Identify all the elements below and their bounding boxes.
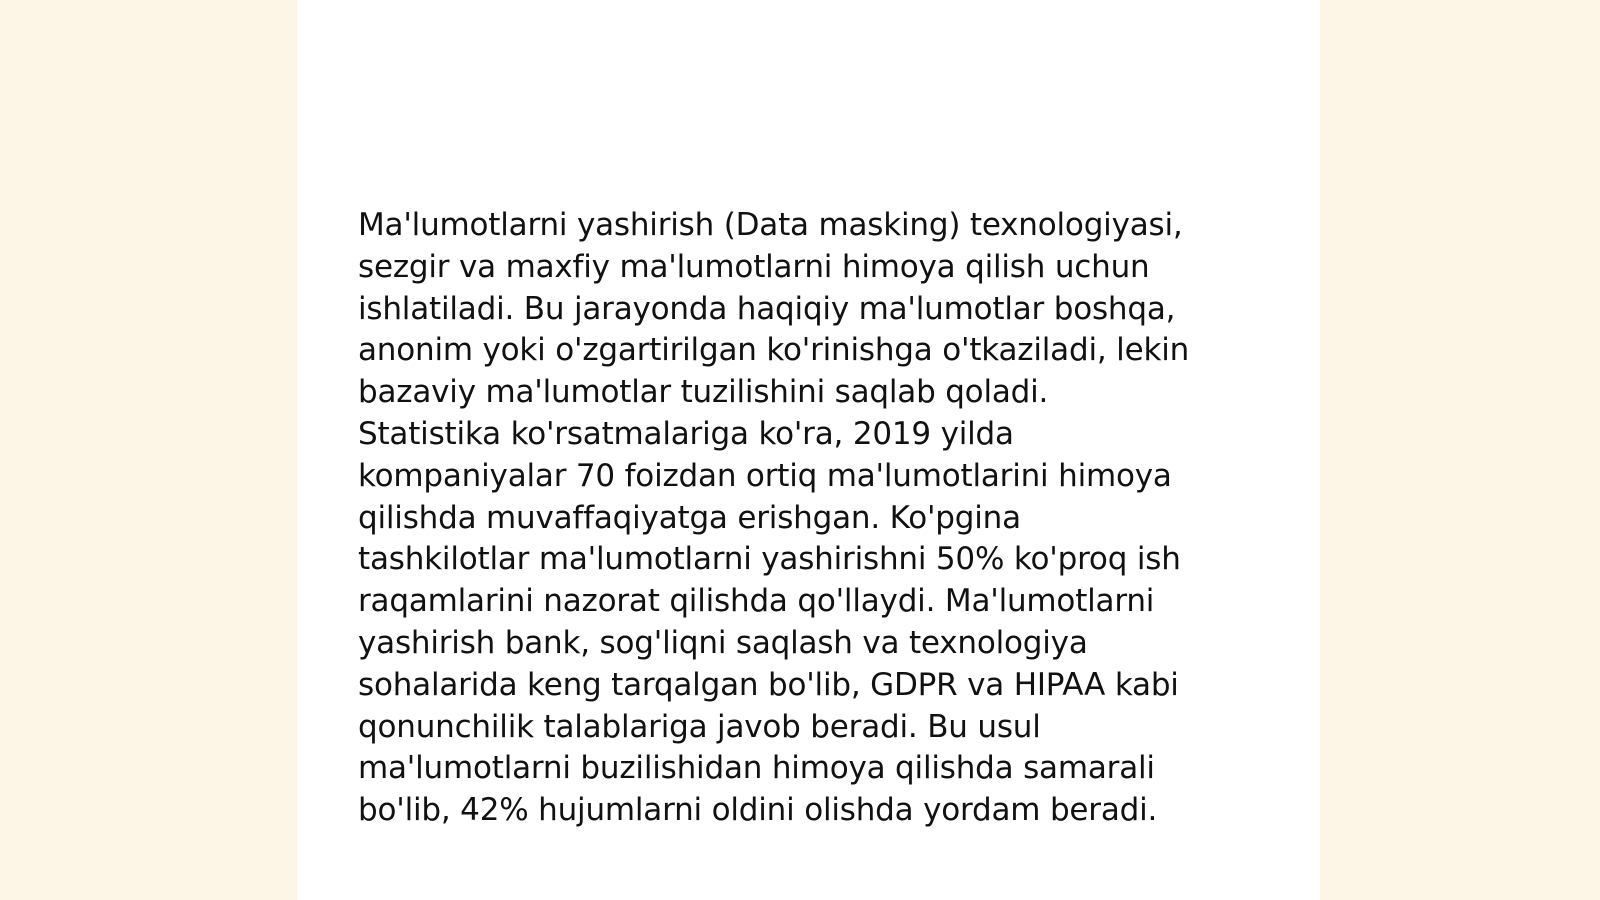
document-sheet	[297, 0, 1320, 900]
body-paragraph: Ma'lumotlarni yashirish (Data masking) texnologiyasi, sezgir va maxfiy ma'lumotlarni himoya qilish uchun ishlatiladi. Bu jarayonda haqiqiy ma'lumotlar boshqa, anonim yoki o'zgartirilgan ko'rinishga o'tkaziladi, lekin bazaviy ma'lumotlar tuzilishini saqlab qoladi. Statistika ko'rsatmalariga ko'ra, 2019 yilda kompaniyalar 70 foizdan ortiq ma'lumotlarini himoya qilishda muvaffaqiyatga erishgan. Ko'pgina tashkilotlar ma'lumotlarni yashirishni 50% ko'proq ish raqamlarini nazorat qilishda qo'llaydi. Ma'lumotlarni yashirish bank, sog'liqni saqlash va texnologiya sohalarida keng tarqalgan bo'lib, GDPR va HIPAA kabi qonunchilik talablariga javob beradi. Bu usul ma'lumotlarni buzilishidan himoya qilishda samarali bo'lib, 42% hujumlarni oldini olishda yordam beradi.	[358, 207, 1190, 829]
